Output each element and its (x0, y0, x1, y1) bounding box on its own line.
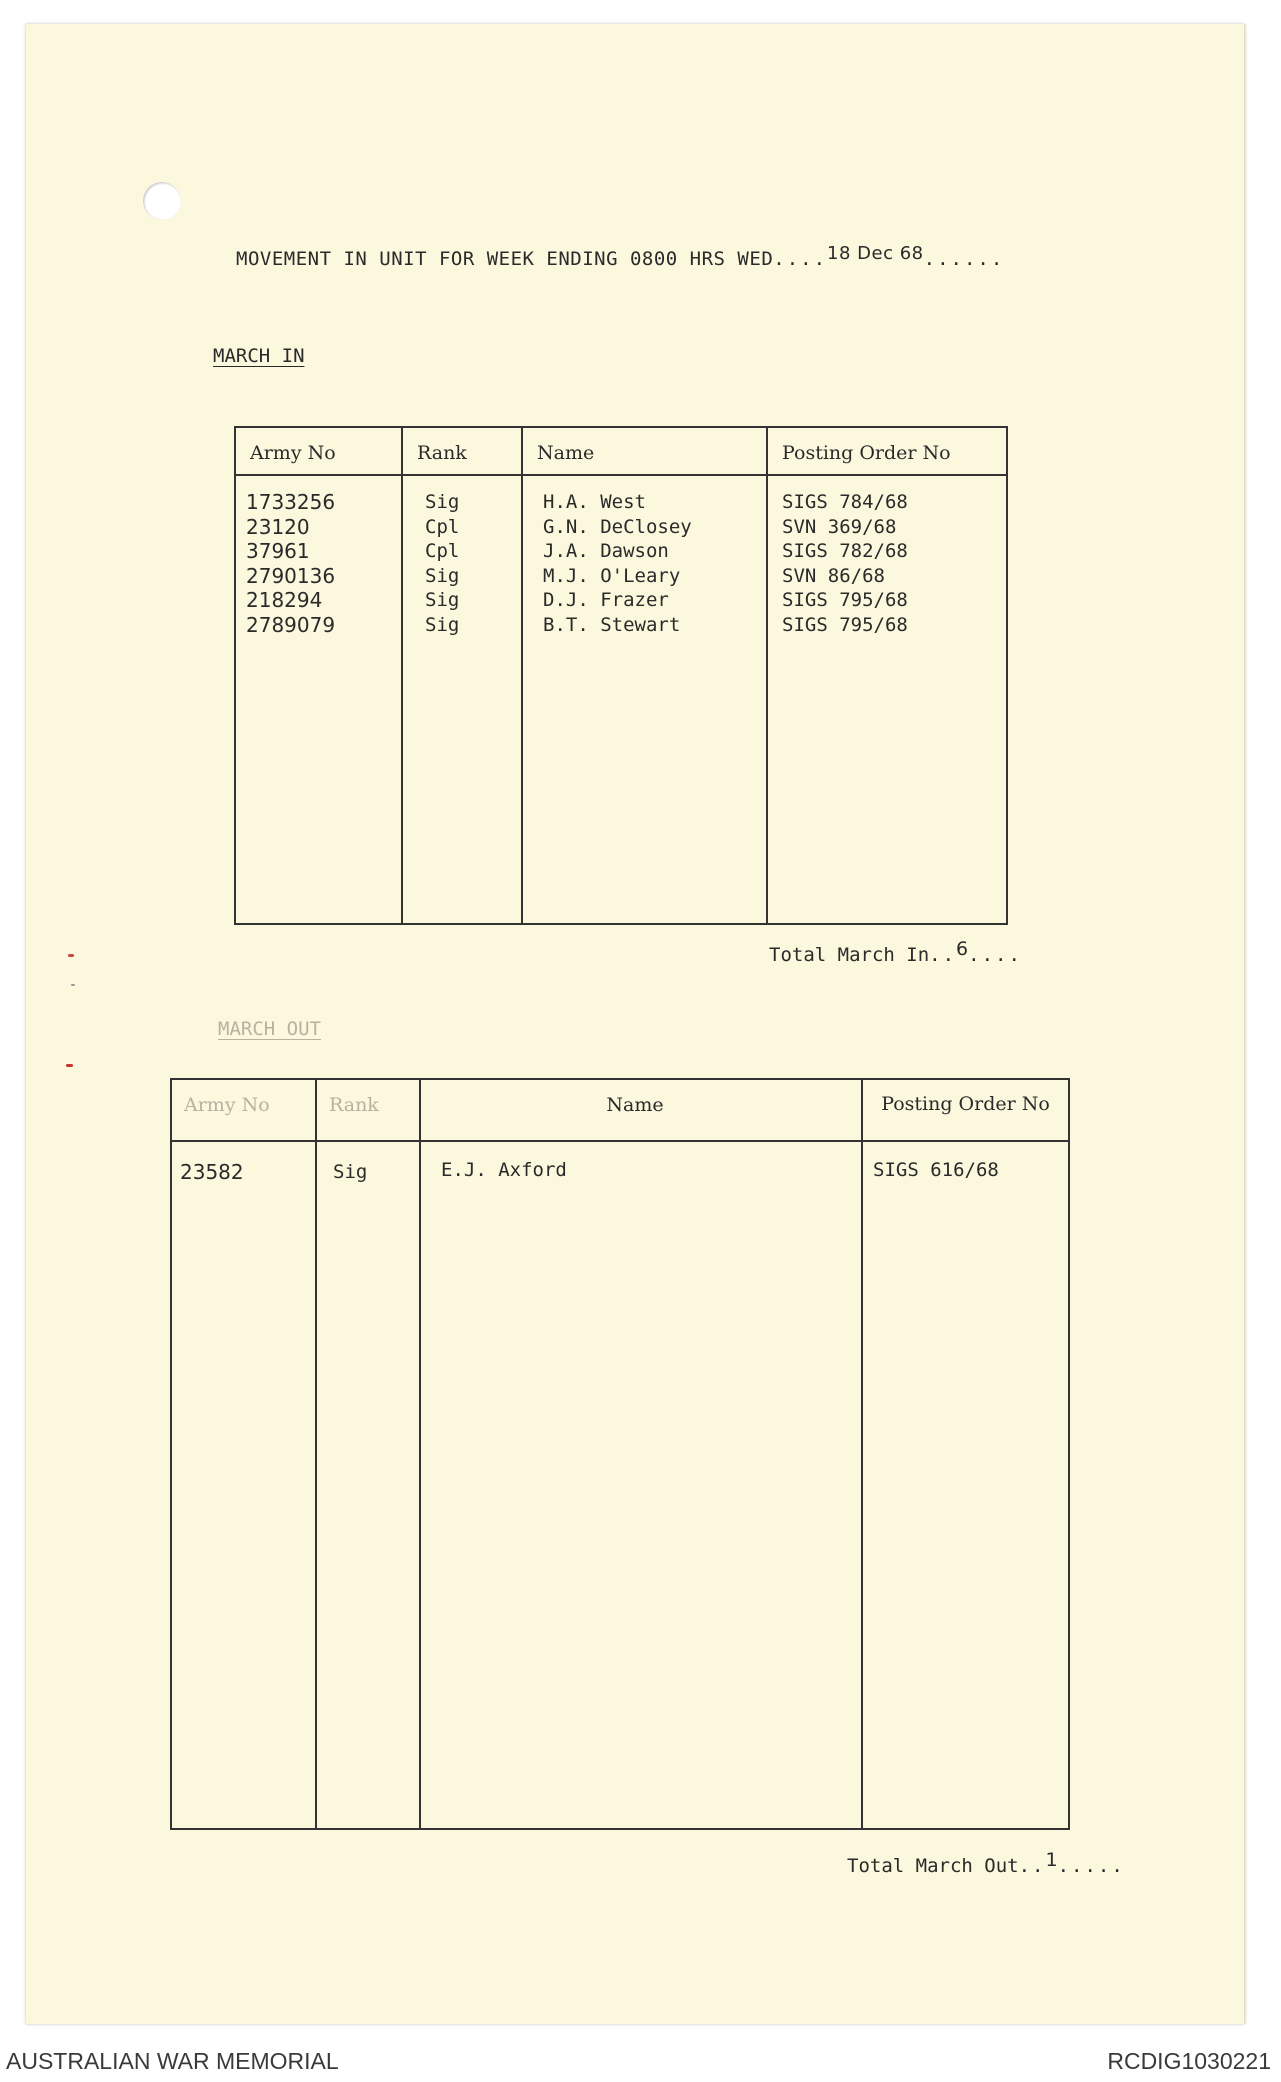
total-dots: .. (1018, 1855, 1046, 1877)
name: B.T. Stewart (543, 613, 681, 636)
heading-dots: ...... (923, 248, 1005, 270)
heading-text: MOVEMENT IN UNIT FOR WEEK ENDING 0800 HRS WED (236, 248, 774, 270)
total-value: 1 (1045, 1849, 1058, 1871)
column-header: Army No (235, 427, 402, 475)
ink-mark (71, 984, 75, 986)
column-header: Army No (171, 1079, 316, 1141)
posting-order: SIGS 795/68 (782, 589, 908, 611)
posting-order: SIGS 784/68 (782, 491, 908, 513)
column-header: Posting Order No (767, 427, 1007, 475)
posting-order: SIGS 616/68 (873, 1159, 999, 1181)
name: M.J. O'Leary (543, 564, 681, 587)
total-dots: .. (929, 944, 957, 966)
name-column (522, 475, 767, 924)
total-dots: .... (968, 944, 1022, 966)
total-value: 6 (956, 938, 969, 960)
column-header: Rank (316, 1079, 420, 1141)
rank: Cpl (425, 540, 460, 562)
rank: Sig (333, 1161, 368, 1183)
table-header-row (235, 427, 1007, 475)
name: H.A. West (543, 491, 646, 513)
army-no: 218294 (246, 588, 323, 612)
total-label: Total March In (769, 944, 930, 966)
table-header-row (171, 1079, 1069, 1141)
march-out-label: MARCH OUT (218, 1018, 321, 1040)
name-column (420, 1141, 862, 1829)
total-label: Total March Out (847, 1855, 1019, 1877)
column-header: Name (522, 427, 767, 475)
army-no: 23120 (246, 514, 310, 539)
table-body-row (171, 1141, 1069, 1829)
name: J.A. Dawson (543, 540, 669, 562)
name: D.J. Frazer (543, 589, 669, 611)
march-in-total (769, 938, 1022, 966)
ink-mark (68, 954, 74, 957)
army-no: 1733256 (246, 490, 336, 514)
march-in-table (234, 426, 1008, 925)
table-body-row (235, 475, 1007, 924)
ink-mark (66, 1064, 73, 1067)
rank: Cpl (425, 515, 460, 538)
heading-dots: .... (773, 248, 828, 270)
march-in-label: MARCH IN (213, 345, 305, 367)
column-header: Rank (402, 427, 522, 475)
army-no: 37961 (246, 539, 310, 563)
march-out-table (170, 1078, 1070, 1830)
rank: Sig (425, 589, 460, 611)
army-no: 23582 (180, 1160, 244, 1184)
army-no-column (171, 1141, 316, 1829)
rank: Sig (425, 613, 460, 636)
rank: Sig (425, 491, 460, 513)
posting-order: SIGS 795/68 (782, 613, 908, 636)
rank-column (402, 475, 522, 924)
footer-left-caption: AUSTRALIAN WAR MEMORIAL (6, 2048, 339, 2074)
total-dots: ..... (1057, 1855, 1125, 1877)
march-out-total (847, 1849, 1125, 1877)
posting-order-column (862, 1141, 1069, 1829)
column-header: Posting Order No (862, 1079, 1069, 1141)
posting-order: SVN 86/68 (782, 564, 885, 587)
posting-order: SVN 369/68 (782, 515, 897, 538)
rank-column (316, 1141, 420, 1829)
posting-order: SIGS 782/68 (782, 540, 908, 562)
heading-date: 18 Dec 68 (827, 243, 924, 264)
posting-order-column (767, 475, 1007, 924)
footer-right-caption: RCDIG1030221 (1107, 2048, 1271, 2074)
page-heading (236, 243, 1005, 270)
army-no: 2789079 (246, 612, 336, 637)
name: G.N. DeClosey (543, 515, 692, 538)
punch-hole (143, 182, 181, 220)
name: E.J. Axford (441, 1159, 567, 1181)
column-header: Name (420, 1079, 862, 1141)
army-no-column (235, 475, 402, 924)
army-no: 2790136 (246, 563, 336, 588)
rank: Sig (425, 564, 460, 587)
